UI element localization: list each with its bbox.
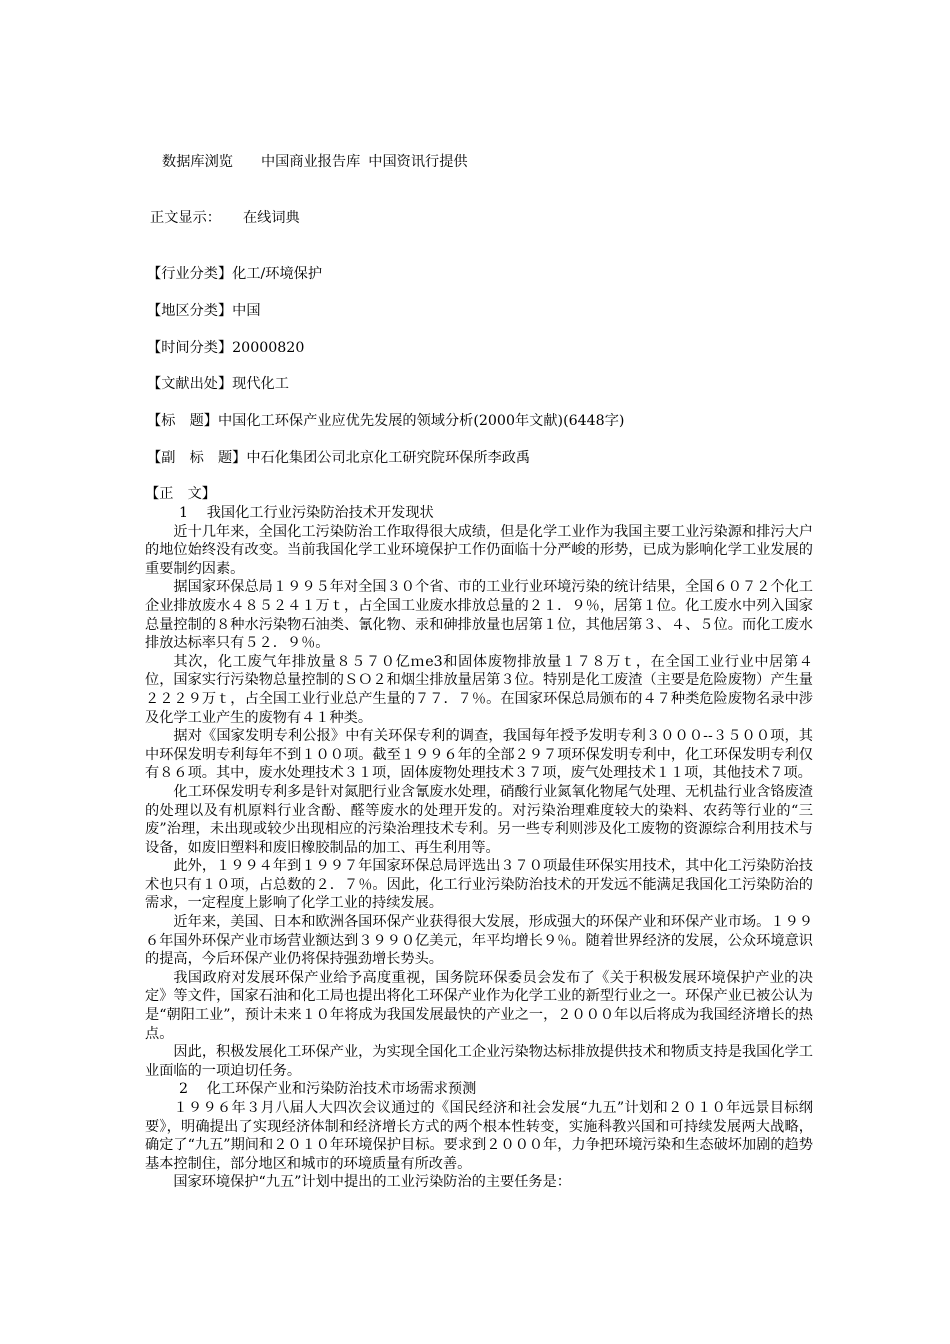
db-browse-link[interactable]: 数据库浏览 [162,154,233,170]
meta-value: 20000820 [232,340,305,356]
body-paragraph: 据对《国家发明专利公报》中有关环保专利的调查，我国每年授予发明专利３０００--３５００项，其中环保发明专利每年不到１００项。截至１９９６年的全部２９７项环保发明专利中，化工环保发明专利仅有８６项。其中，废水处理技术３１项，固体废物处理技术３７项，废气处理技术１１项，其他技术７项。 [145,728,813,782]
meta-label: 【时间分类】 [147,340,233,356]
meta-value: 中国化工环保产业应优先发展的领域分析(2000年文献)(6448字) [217,413,625,429]
body-paragraph: 因此，积极发展化工环保产业，为实现全国化工企业污染物达标排放提供技术和物质支持是我国化学工业面临的一项迫切任务。 [145,1044,813,1079]
body-paragraph: 国家环境保护“九五”计划中提出的工业污染防治的主要任务是： [173,1174,571,1191]
meta-date [147,338,304,358]
display-options [150,208,300,228]
source-header [162,152,468,172]
body-paragraph: 近十几年来，全国化工污染防治工作取得很大成绩，但是化学工业作为我国主要工业污染源和排污大户的地位始终没有改变。当前我国化学工业环境保护工作仍面临十分严峻的形势，已成为影响化学工业发展的重要制约因素。 [145,523,813,577]
body-paragraph: 化工环保发明专利多是针对氮肥行业含氰废水处理，硝酸行业氮氧化物尾气处理、无机盐行业含铬废渣的处理以及有机原料行业含酚、醛等废水的处理开发的。对污染治理难度较大的染料、农药等行业的“三废”治理，未出现或较少出现相应的污染治理技术专利。另一些专利则涉及化工废物的资源综合利用技术与设备，如废旧塑料和废旧橡胶制品的加工、再生利用等。 [145,783,813,856]
meta-label: 【副 标 题】 [147,450,247,466]
section-heading: 2 化工环保产业和污染防治技术市场需求预测 [179,1081,477,1098]
meta-value: 现代化工 [232,376,289,392]
meta-industry [147,264,322,284]
report-db-label: 中国商业报告库 [260,154,361,170]
meta-label: 【文献出处】 [147,376,233,392]
body-paragraph: １９９６年３月八届人大四次会议通过的《国民经济和社会发展“九五”计划和２０１０年远景目标纲要》，明确提出了实现经济体制和经济增长方式的两个根本性转变，实施科教兴国和可持续发展两大战略，确定了“九五”期间和２０１０年环境保护目标。要求到２０００年，力争把环境污染和生态破坏加剧的趋势基本控制住，部分地区和城市的环境质量有所改善。 [145,1100,813,1172]
section-heading: 1 我国化工行业污染防治技术开发现状 [179,505,434,521]
meta-label: 【标 题】 [147,413,218,429]
meta-value: 中石化集团公司北京化工研究院环保所李政禹 [246,450,531,466]
body-paragraph: 据国家环保总局１９９５年对全国３０个省、市的工业行业环境污染的统计结果，全国６０７２个化工企业排放废水４８５２４１万ｔ，占全国工业废水排放总量的２１．９％，居第１位。化工废水中列入国家总量控制的８种水污染物石油类、氰化物、汞和砷排放量也居第１位，其他居第３、４、５位。而化工废水排放达标率只有５２．９％。 [145,579,813,652]
provider-label: 中国资讯行提供 [368,154,468,170]
body-paragraph: 其次，化工废气年排放量８５７０亿ｍe3和固体废物排放量１７８万ｔ，在全国工业行业中居第４位，国家实行污染物总量控制的ＳＯ２和烟尘排放量居第３位。特别是化工废渣（主要是危险废物）产生量２２２９万ｔ，占全国工业行业总产生量的７７．７％。在国家环保总局颁布的４７种类危险废物名录中涉及化学工业产生的废物有４１种类。 [145,653,813,726]
body-paragraph: 我国政府对发展环保产业给予高度重视，国务院环保委员会发布了《关于积极发展环境保护产业的决定》等文件，国家石油和化工局也提出将化工环保产业作为化学工业的新型行业之一。环保产业已被公认为是“朝阳工业”，预计未来１０年将成为我国发展最快的产业之一，２０００年以后将成为我国经济增长的热点。 [145,969,813,1042]
article-body [145,484,813,1192]
meta-title [147,411,624,431]
meta-subtitle [147,448,530,468]
meta-value: 化工/环境保护 [232,266,323,282]
meta-value: 中国 [232,303,261,319]
body-paragraph: 此外，１９９４年到１９９７年国家环保总局评选出３７０项最佳环保实用技术，其中化工污染防治技术也只有１０项，占总数的２．７％。因此，化工行业污染防治技术的开发远不能满足我国化工污染防治的需求，一定程度上影响了化学工业的持续发展。 [145,858,813,912]
body-label: 【正 文】 [145,486,216,502]
online-dictionary-link[interactable]: 在线词典 [242,210,300,226]
meta-label: 【行业分类】 [147,266,233,282]
meta-label: 【地区分类】 [147,303,233,319]
body-paragraph: 近年来，美国、日本和欧洲各国环保产业获得很大发展，形成强大的环保产业和环保产业市场。１９９６年国外环保产业市场营业额达到３９９０亿美元，年平均增长９％。随着世界经济的发展，公众环境意识的提高，今后环保产业仍将保持强劲增长势头。 [145,914,813,968]
display-label: 正文显示： [150,210,221,226]
meta-source [147,374,289,394]
meta-region [147,301,261,321]
